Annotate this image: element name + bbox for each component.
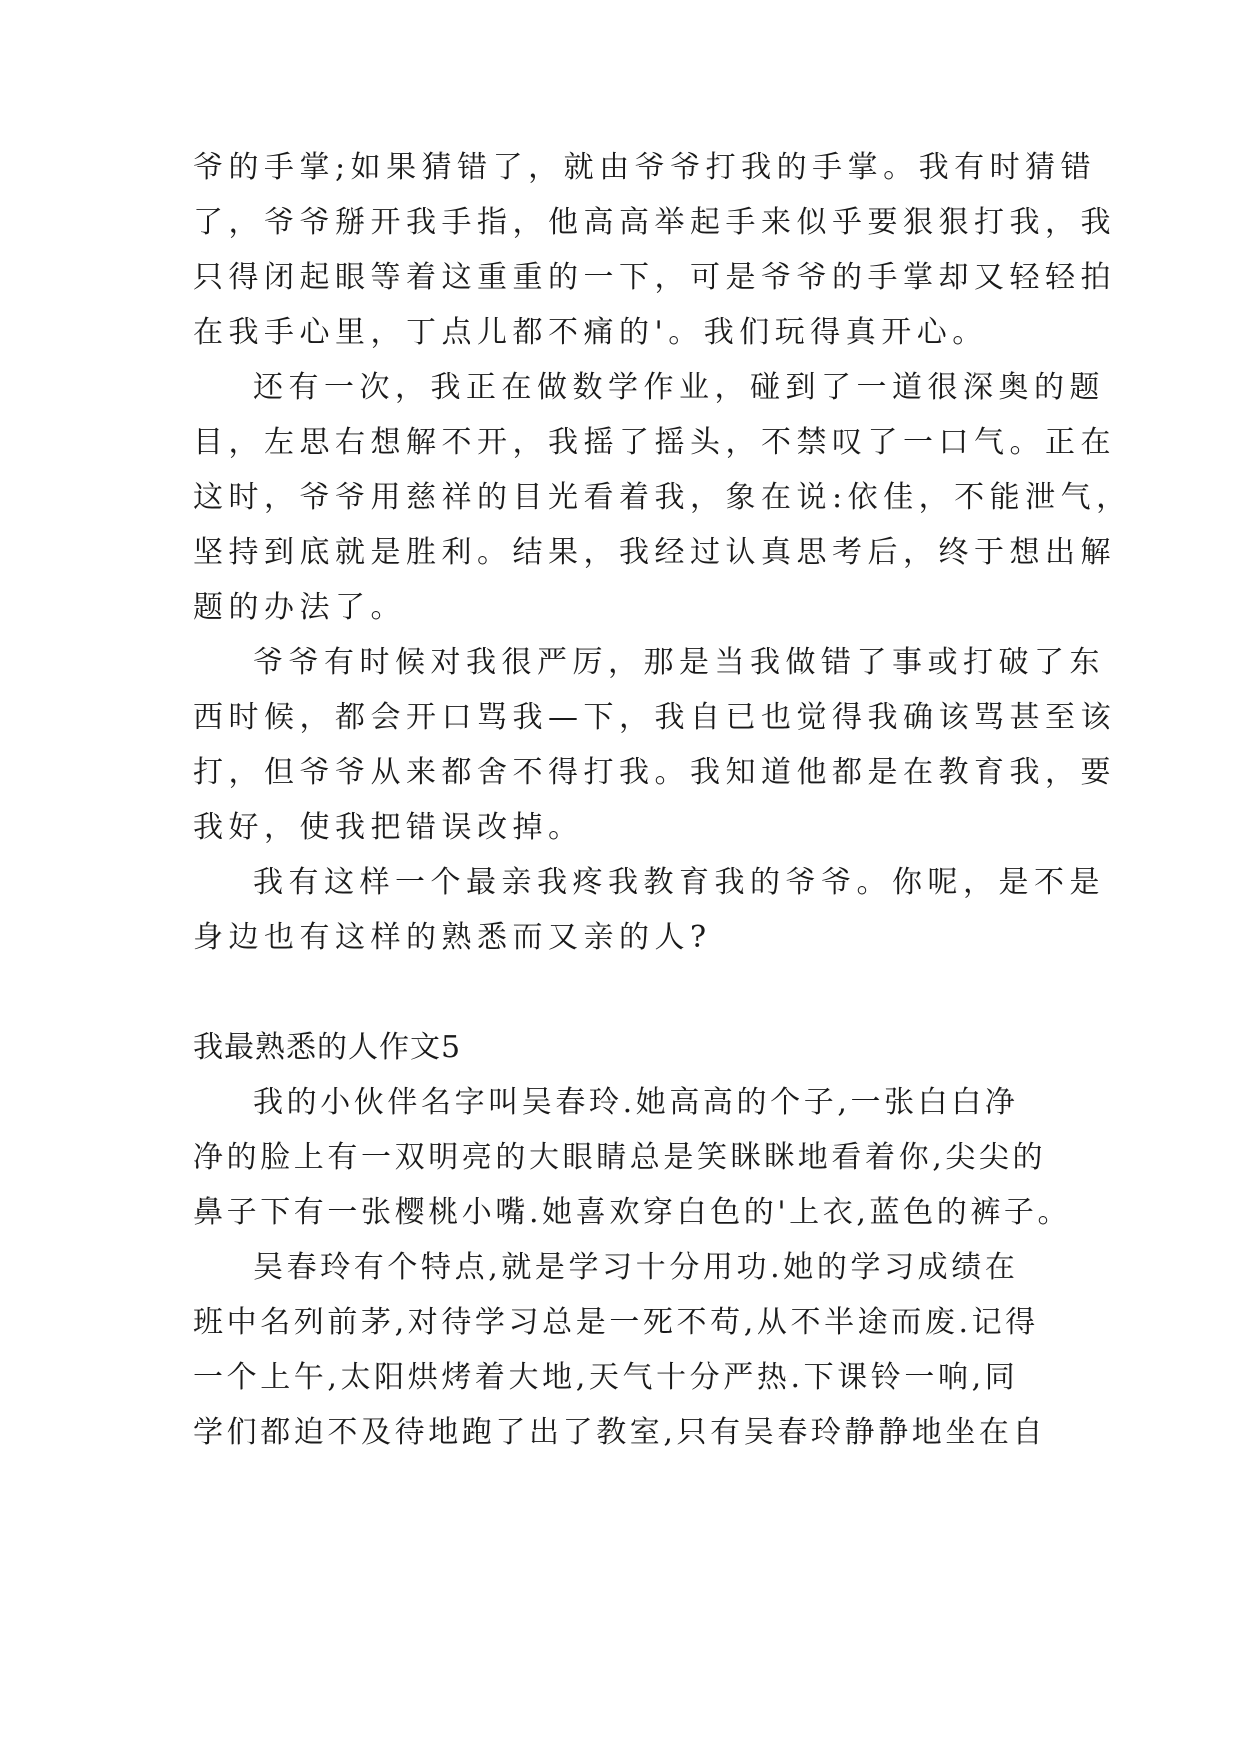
text-line: 爷的手掌;如果猜错了，就由爷爷打我的手掌。我有时猜错 [193,150,1097,185]
paragraph-first-line: 我有这样一个最亲我疼我教育我的爷爷。你呢，是不是 [253,865,1105,900]
paragraph-first-line: 还有一次，我正在做数学作业，碰到了一道很深奥的题 [253,370,1105,405]
text-line: 身边也有这样的熟悉而又亲的人? [193,920,712,955]
text-line: 这时，爷爷用慈祥的目光看着我，象在说:依佳，不能泄气， [193,480,1132,515]
text-line: 西时候，都会开口骂我—下，我自已也觉得我确该骂甚至该 [193,700,1116,735]
text-line: 在我手心里，丁点儿都不痛的'。我们玩得真开心。 [193,315,988,350]
text-line: 题的办法了。 [193,590,406,625]
text-line: 净的脸上有一双明亮的大眼睛总是笑眯眯地看着你,尖尖的 [193,1140,1047,1175]
text-line: 只得闭起眼等着这重重的一下，可是爷爷的手掌却又轻轻拍 [193,260,1116,295]
text-line: 班中名列前茅,对待学习总是一死不苟,从不半途而废.记得 [193,1305,1039,1340]
text-line: 一个上午,太阳烘烤着大地,天气十分严热.下课铃一响,同 [193,1360,1019,1395]
text-line: 了，爷爷掰开我手指，他高高举起手来似乎要狠狠打我，我 [193,205,1116,240]
text-line: 坚持到底就是胜利。结果，我经过认真思考后，终于想出解 [193,535,1116,570]
section-heading: 我最熟悉的人作文5 [193,1030,462,1065]
paragraph-first-line: 我的小伙伴名字叫吴春玲.她高高的个子,一张白白净 [253,1085,1019,1120]
text-line: 目，左思右想解不开，我摇了摇头，不禁叹了一口气。正在 [193,425,1116,460]
text-line: 我好，使我把错误改掉。 [193,810,584,845]
text-line: 学们都迫不及待地跑了出了教室,只有吴春玲静静地坐在自 [193,1415,1047,1450]
paragraph-first-line: 吴春玲有个特点,就是学习十分用功.她的学习成绩在 [253,1250,1019,1285]
paragraph-first-line: 爷爷有时候对我很严厉，那是当我做错了事或打破了东 [253,645,1105,680]
text-line: 鼻子下有一张樱桃小嘴.她喜欢穿白色的'上衣,蓝色的裤子。 [193,1195,1072,1230]
text-line: 打，但爷爷从来都舍不得打我。我知道他都是在教育我，要 [193,755,1116,790]
